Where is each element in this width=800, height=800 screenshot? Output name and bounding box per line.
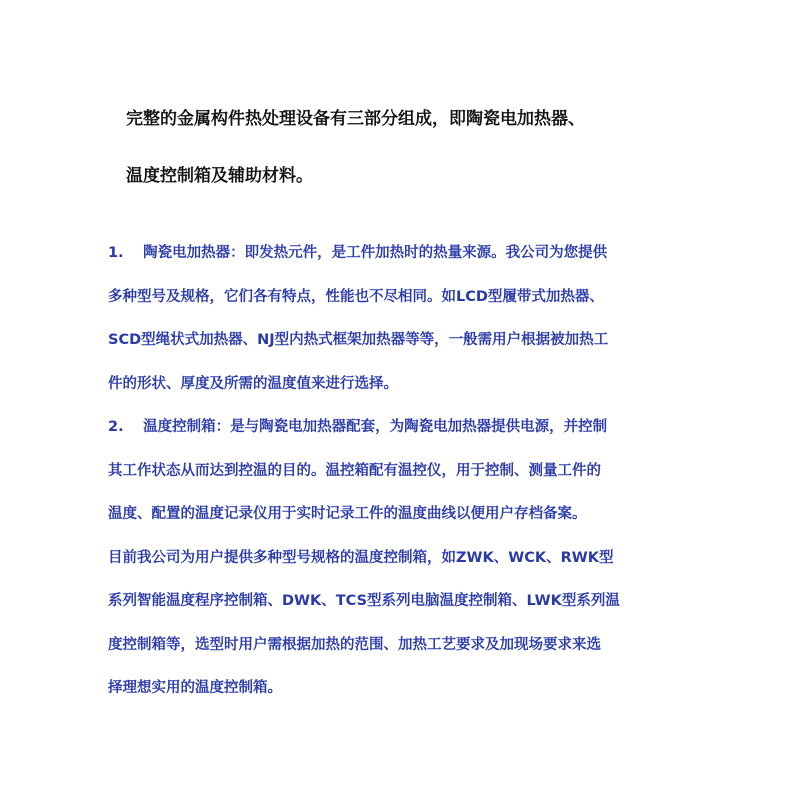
intro-heading-line-2: 温度控制箱及辅助材料。	[126, 166, 313, 186]
body-line-5: 2. 温度控制箱：是与陶瓷电加热器配套，为陶瓷电加热器提供电源，并控制	[108, 419, 608, 435]
body-text	[108, 243, 708, 722]
body-line-7: 温度、配置的温度记录仪用于实时记录工件的温度曲线以便用户存档备案。	[108, 506, 587, 522]
body-line-9: 系列智能温度程序控制箱、DWK、TCS型系列电脑温度控制箱、LWK型系列温	[108, 593, 620, 609]
body-line-4: 件的形状、厚度及所需的温度值来进行选择。	[108, 375, 398, 392]
body-line-1: 1. 陶瓷电加热器：即发热元件，是工件加热时的热量来源。我公司为您提供	[108, 245, 608, 261]
intro-heading	[126, 108, 766, 222]
body-line-3: SCD型绳状式加热器、NJ型内热式框架加热器等等，一般需用户根据被加热工	[108, 332, 609, 348]
body-line-10: 度控制箱等，选型时用户需根据加热的范围、加热工艺要求及加现场要求来选	[108, 636, 601, 653]
body-line-8: 目前我公司为用户提供多种型号规格的温度控制箱，如ZWK、WCK、RWK型	[108, 549, 614, 566]
body-line-11: 择理想实用的温度控制箱。	[108, 680, 282, 696]
body-line-2: 多种型号及规格，它们各有特点，性能也不尽相同。如LCD型履带式加热器、	[108, 288, 604, 305]
intro-heading-line-1: 完整的金属构件热处理设备有三部分组成，即陶瓷电加热器、	[126, 109, 585, 129]
body-line-6: 其工作状态从而达到控温的目的。温控箱配有温控仪，用于控制、测量工件的	[108, 462, 601, 479]
